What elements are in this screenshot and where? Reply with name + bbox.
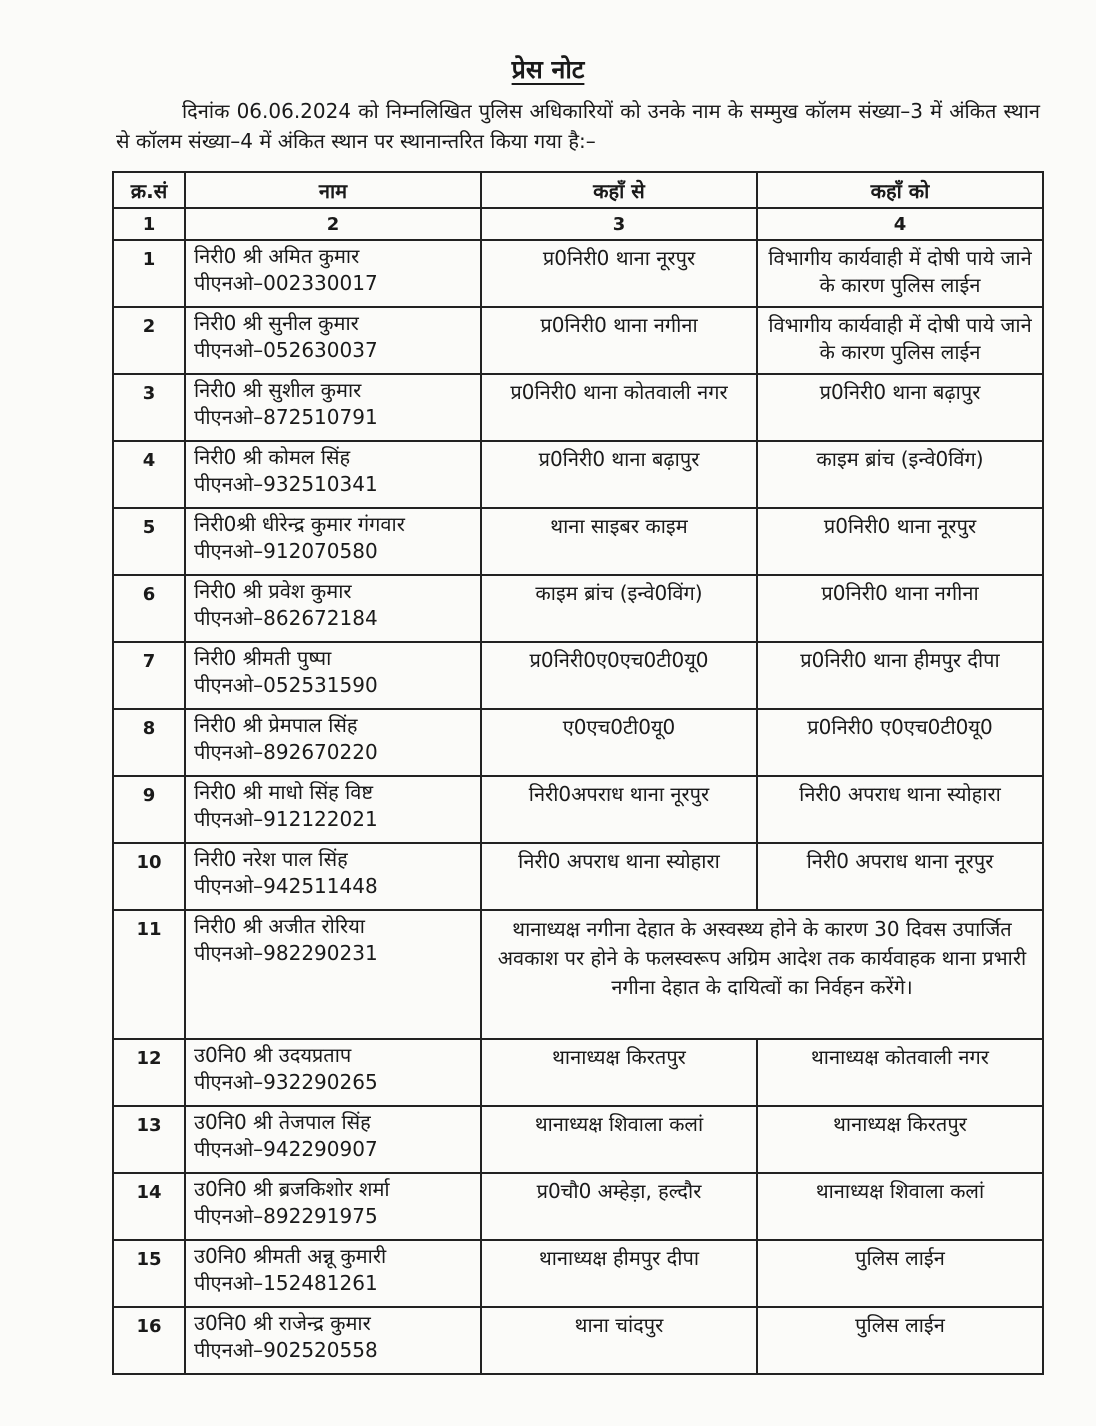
table-row bbox=[113, 441, 1043, 508]
transfer-table bbox=[112, 171, 1044, 1375]
serial-number-cell: 8 bbox=[113, 709, 185, 776]
officer-name-cell bbox=[185, 642, 481, 709]
from-cell: थानाध्यक्ष शिवाला कलां bbox=[481, 1106, 757, 1173]
officer-pno: पीएनओ–902520558 bbox=[194, 1338, 378, 1362]
to-cell: थानाध्यक्ष कोतवाली नगर bbox=[757, 1039, 1043, 1106]
officer-pno: पीएनओ–052531590 bbox=[194, 673, 378, 697]
officer-name: उ0नि0 श्री उदयप्रताप bbox=[194, 1043, 352, 1067]
from-cell: निरी0अपराध थाना नूरपुर bbox=[481, 776, 757, 843]
to-cell: विभागीय कार्यवाही में दोषी पाये जाने के कारण पुलिस लाईन bbox=[757, 307, 1043, 374]
officer-name: निरी0 श्री अजीत रोरिया bbox=[194, 914, 365, 938]
column-number: 3 bbox=[481, 208, 757, 240]
officer-name: उ0नि0 श्री राजेन्द्र कुमार bbox=[194, 1311, 371, 1335]
officer-name-cell bbox=[185, 374, 481, 441]
officer-name: निरी0 श्रीमती पुष्पा bbox=[194, 646, 332, 670]
serial-number-cell: 5 bbox=[113, 508, 185, 575]
officer-name-cell bbox=[185, 441, 481, 508]
from-cell: प्र0चौ0 अम्हेड़ा, हल्दौर bbox=[481, 1173, 757, 1240]
serial-number-cell: 12 bbox=[113, 1039, 185, 1106]
from-cell: ए0एच0टी0यू0 bbox=[481, 709, 757, 776]
officer-pno: पीएनओ–002330017 bbox=[194, 271, 378, 295]
officer-name: उ0नि0 श्री तेजपाल सिंह bbox=[194, 1110, 371, 1134]
table-row bbox=[113, 642, 1043, 709]
page-title: प्रेस नोट bbox=[511, 55, 585, 84]
from-cell: प्र0निरी0ए0एच0टी0यू0 bbox=[481, 642, 757, 709]
to-cell: प्र0निरी0 ए0एच0टी0यू0 bbox=[757, 709, 1043, 776]
serial-number-cell: 2 bbox=[113, 307, 185, 374]
header-name: नाम bbox=[185, 172, 481, 208]
serial-number-cell: 16 bbox=[113, 1307, 185, 1374]
serial-number-cell: 6 bbox=[113, 575, 185, 642]
column-number-row bbox=[113, 208, 1043, 240]
officer-pno: पीएनओ–932290265 bbox=[194, 1070, 378, 1094]
serial-number-cell: 3 bbox=[113, 374, 185, 441]
officer-pno: पीएनओ–942511448 bbox=[194, 874, 378, 898]
officer-pno: पीएनओ–872510791 bbox=[194, 405, 378, 429]
column-number: 1 bbox=[113, 208, 185, 240]
serial-number-cell: 11 bbox=[113, 910, 185, 1039]
from-cell: थाना चांदपुर bbox=[481, 1307, 757, 1374]
to-cell: थानाध्यक्ष किरतपुर bbox=[757, 1106, 1043, 1173]
officer-name-cell bbox=[185, 1039, 481, 1106]
from-cell: थाना साइबर काइम bbox=[481, 508, 757, 575]
serial-number-cell: 9 bbox=[113, 776, 185, 843]
officer-name-cell bbox=[185, 575, 481, 642]
from-cell: प्र0निरी0 थाना नूरपुर bbox=[481, 240, 757, 307]
officer-pno: पीएनओ–862672184 bbox=[194, 606, 378, 630]
officer-name-cell bbox=[185, 709, 481, 776]
officer-name-cell bbox=[185, 910, 481, 1039]
officer-name-cell bbox=[185, 1173, 481, 1240]
officer-name: निरी0 श्री कोमल सिंह bbox=[194, 445, 351, 469]
table-row bbox=[113, 1039, 1043, 1106]
officer-name-cell bbox=[185, 1307, 481, 1374]
officer-name-cell bbox=[185, 843, 481, 910]
table-row bbox=[113, 1240, 1043, 1307]
to-cell: प्र0निरी0 थाना बढ़ापुर bbox=[757, 374, 1043, 441]
officer-name: उ0नि0 श्रीमती अन्नू कुमारी bbox=[194, 1244, 387, 1268]
officer-name: निरी0 श्री अमित कुमार bbox=[194, 244, 360, 268]
officer-name: निरी0 श्री प्रेमपाल सिंह bbox=[194, 713, 358, 737]
table-row bbox=[113, 508, 1043, 575]
officer-name: निरी0 नरेश पाल सिंह bbox=[194, 847, 348, 871]
officer-name-cell bbox=[185, 240, 481, 307]
serial-number-cell: 13 bbox=[113, 1106, 185, 1173]
header-serial: क्र.सं bbox=[113, 172, 185, 208]
to-cell: विभागीय कार्यवाही में दोषी पाये जाने के कारण पुलिस लाईन bbox=[757, 240, 1043, 307]
officer-pno: पीएनओ–152481261 bbox=[194, 1271, 378, 1295]
from-cell: थानाध्यक्ष किरतपुर bbox=[481, 1039, 757, 1106]
to-cell: प्र0निरी0 थाना नूरपुर bbox=[757, 508, 1043, 575]
serial-number-cell: 7 bbox=[113, 642, 185, 709]
table-row bbox=[113, 1307, 1043, 1374]
table-row bbox=[113, 709, 1043, 776]
officer-name-cell bbox=[185, 776, 481, 843]
table-row bbox=[113, 843, 1043, 910]
to-cell: प्र0निरी0 थाना हीमपुर दीपा bbox=[757, 642, 1043, 709]
from-cell: प्र0निरी0 थाना बढ़ापुर bbox=[481, 441, 757, 508]
serial-number-cell: 4 bbox=[113, 441, 185, 508]
from-cell: प्र0निरी0 थाना नगीना bbox=[481, 307, 757, 374]
table-row bbox=[113, 307, 1043, 374]
from-cell: थानाध्यक्ष हीमपुर दीपा bbox=[481, 1240, 757, 1307]
table-row bbox=[113, 910, 1043, 1039]
officer-name-cell bbox=[185, 508, 481, 575]
officer-pno: पीएनओ–982290231 bbox=[194, 941, 378, 965]
table-row bbox=[113, 374, 1043, 441]
to-cell: पुलिस लाईन bbox=[757, 1240, 1043, 1307]
officer-name: निरी0 श्री सुशील कुमार bbox=[194, 378, 362, 402]
officer-name-cell bbox=[185, 1106, 481, 1173]
header-to: कहाँ को bbox=[757, 172, 1043, 208]
officer-pno: पीएनओ–912070580 bbox=[194, 539, 378, 563]
to-cell: निरी0 अपराध थाना स्योहारा bbox=[757, 776, 1043, 843]
officer-pno: पीएनओ–892670220 bbox=[194, 740, 378, 764]
officer-pno: पीएनओ–892291975 bbox=[194, 1204, 378, 1228]
to-cell: प्र0निरी0 थाना नगीना bbox=[757, 575, 1043, 642]
column-number: 4 bbox=[757, 208, 1043, 240]
officer-pno: पीएनओ–052630037 bbox=[194, 338, 378, 362]
intro-paragraph: दिनांक 06.06.2024 को निम्नलिखित पुलिस अधिकारियों को उनके नाम के सम्मुख कॉलम संख्या–3 में अंकित स्थान से कॉलम संख्या–4 में अंकित स्थान पर स्थानान्तरित किया गया है:– bbox=[116, 99, 1040, 153]
officer-name: उ0नि0 श्री ब्रजकिशोर शर्मा bbox=[194, 1177, 390, 1201]
officer-pno: पीएनओ–942290907 bbox=[194, 1137, 378, 1161]
table-row bbox=[113, 1173, 1043, 1240]
to-cell: निरी0 अपराध थाना नूरपुर bbox=[757, 843, 1043, 910]
table-row bbox=[113, 240, 1043, 307]
serial-number-cell: 10 bbox=[113, 843, 185, 910]
table-row bbox=[113, 1106, 1043, 1173]
serial-number-cell: 14 bbox=[113, 1173, 185, 1240]
serial-number-cell: 15 bbox=[113, 1240, 185, 1307]
from-cell: काइम ब्रांच (इन्वे0विंग) bbox=[481, 575, 757, 642]
officer-pno: पीएनओ–932510341 bbox=[194, 472, 378, 496]
serial-number-cell: 1 bbox=[113, 240, 185, 307]
officer-pno: पीएनओ–912122021 bbox=[194, 807, 378, 831]
column-number: 2 bbox=[185, 208, 481, 240]
officer-name: निरी0 श्री सुनील कुमार bbox=[194, 311, 359, 335]
officer-name-cell bbox=[185, 307, 481, 374]
from-cell: प्र0निरी0 थाना कोतवाली नगर bbox=[481, 374, 757, 441]
from-cell: निरी0 अपराध थाना स्योहारा bbox=[481, 843, 757, 910]
officer-name-cell bbox=[185, 1240, 481, 1307]
table-row bbox=[113, 575, 1043, 642]
table-row bbox=[113, 776, 1043, 843]
header-row bbox=[113, 172, 1043, 208]
to-cell: थानाध्यक्ष शिवाला कलां bbox=[757, 1173, 1043, 1240]
to-cell: पुलिस लाईन bbox=[757, 1307, 1043, 1374]
officer-name: निरी0 श्री प्रवेश कुमार bbox=[194, 579, 352, 603]
officer-name: निरी0 श्री माधो सिंह विष्ट bbox=[194, 780, 374, 804]
remarks-cell: थानाध्यक्ष नगीना देहात के अस्वस्थ्य होने के कारण 30 दिवस उपार्जित अवकाश पर होने के फलस्वरूप अग्रिम आदेश तक कार्यवाहक थाना प्रभारी नगीना देहात के दायित्वों का निर्वहन करेंगे। bbox=[481, 910, 1043, 1039]
to-cell: काइम ब्रांच (इन्वे0विंग) bbox=[757, 441, 1043, 508]
header-from: कहाँ से bbox=[481, 172, 757, 208]
officer-name: निरी0श्री धीरेन्द्र कुमार गंगवार bbox=[194, 512, 405, 536]
